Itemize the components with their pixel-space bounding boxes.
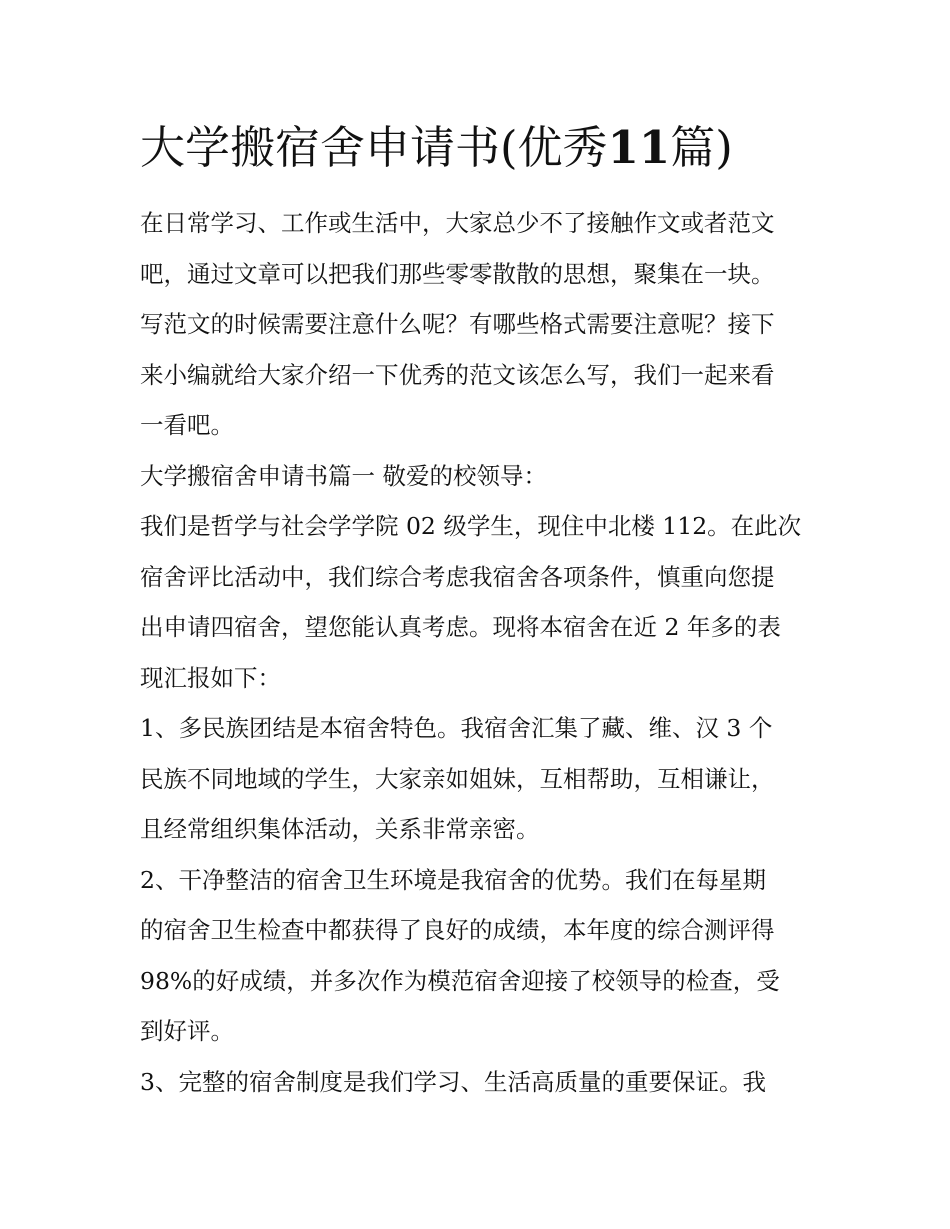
text-line: 吧，通过文章可以把我们那些零零散散的思想，聚集在一块。 [140,259,775,288]
text-line: 到好评。 [140,1017,234,1045]
document-body [140,198,815,1107]
section-heading: 大学搬宿舍申请书篇一 敬爱的校领导： [140,461,547,490]
text-line: 一看吧。 [140,411,234,439]
text-line: 且经常组织集体活动，关系非常亲密。 [140,815,540,843]
text-line: 3、完整的宿舍制度是我们学习、生活高质量的重要保证。我 [140,1067,766,1096]
text-line: 在日常学习、工作或生活中，大家总少不了接触作文或者范文 [140,209,775,237]
document-title [140,118,840,178]
title-number: 11 [607,121,671,174]
title-prefix: 大学搬宿舍申请书(优秀 [140,121,608,174]
text-line: 2、干净整洁的宿舍卫生环境是我宿舍的优势。我们在每星期 [140,865,766,894]
text-line: 写范文的时候需要注意什么呢？有哪些格式需要注意呢？接下 [140,310,775,338]
text-line: 宿舍评比活动中，我们综合考虑我宿舍各项条件，慎重向您提 [140,562,775,591]
text-line: 98%的好成绩，并多次作为模范宿舍迎接了校领导的检查，受 [140,966,780,995]
text-line: 1、多民族团结是本宿舍特色。我宿舍汇集了藏、维、汉 3 个 [140,714,773,742]
text-line: 现汇报如下： [140,663,281,692]
text-line: 我们是哲学与社会学学院 02 级学生，现住中北楼 112。在此次 [140,512,802,540]
text-line: 来小编就给大家介绍一下优秀的范文该怎么写，我们一起来看 [140,360,775,389]
text-line: 出申请四宿舍，望您能认真考虑。现将本宿舍在近 2 年多的表 [140,613,781,641]
text-line: 民族不同地域的学生，大家亲如姐妹，互相帮助，互相谦让， [140,764,775,793]
title-suffix: 篇) [670,121,733,174]
text-line: 的宿舍卫生检查中都获得了良好的成绩，本年度的综合测评得 [140,916,775,944]
